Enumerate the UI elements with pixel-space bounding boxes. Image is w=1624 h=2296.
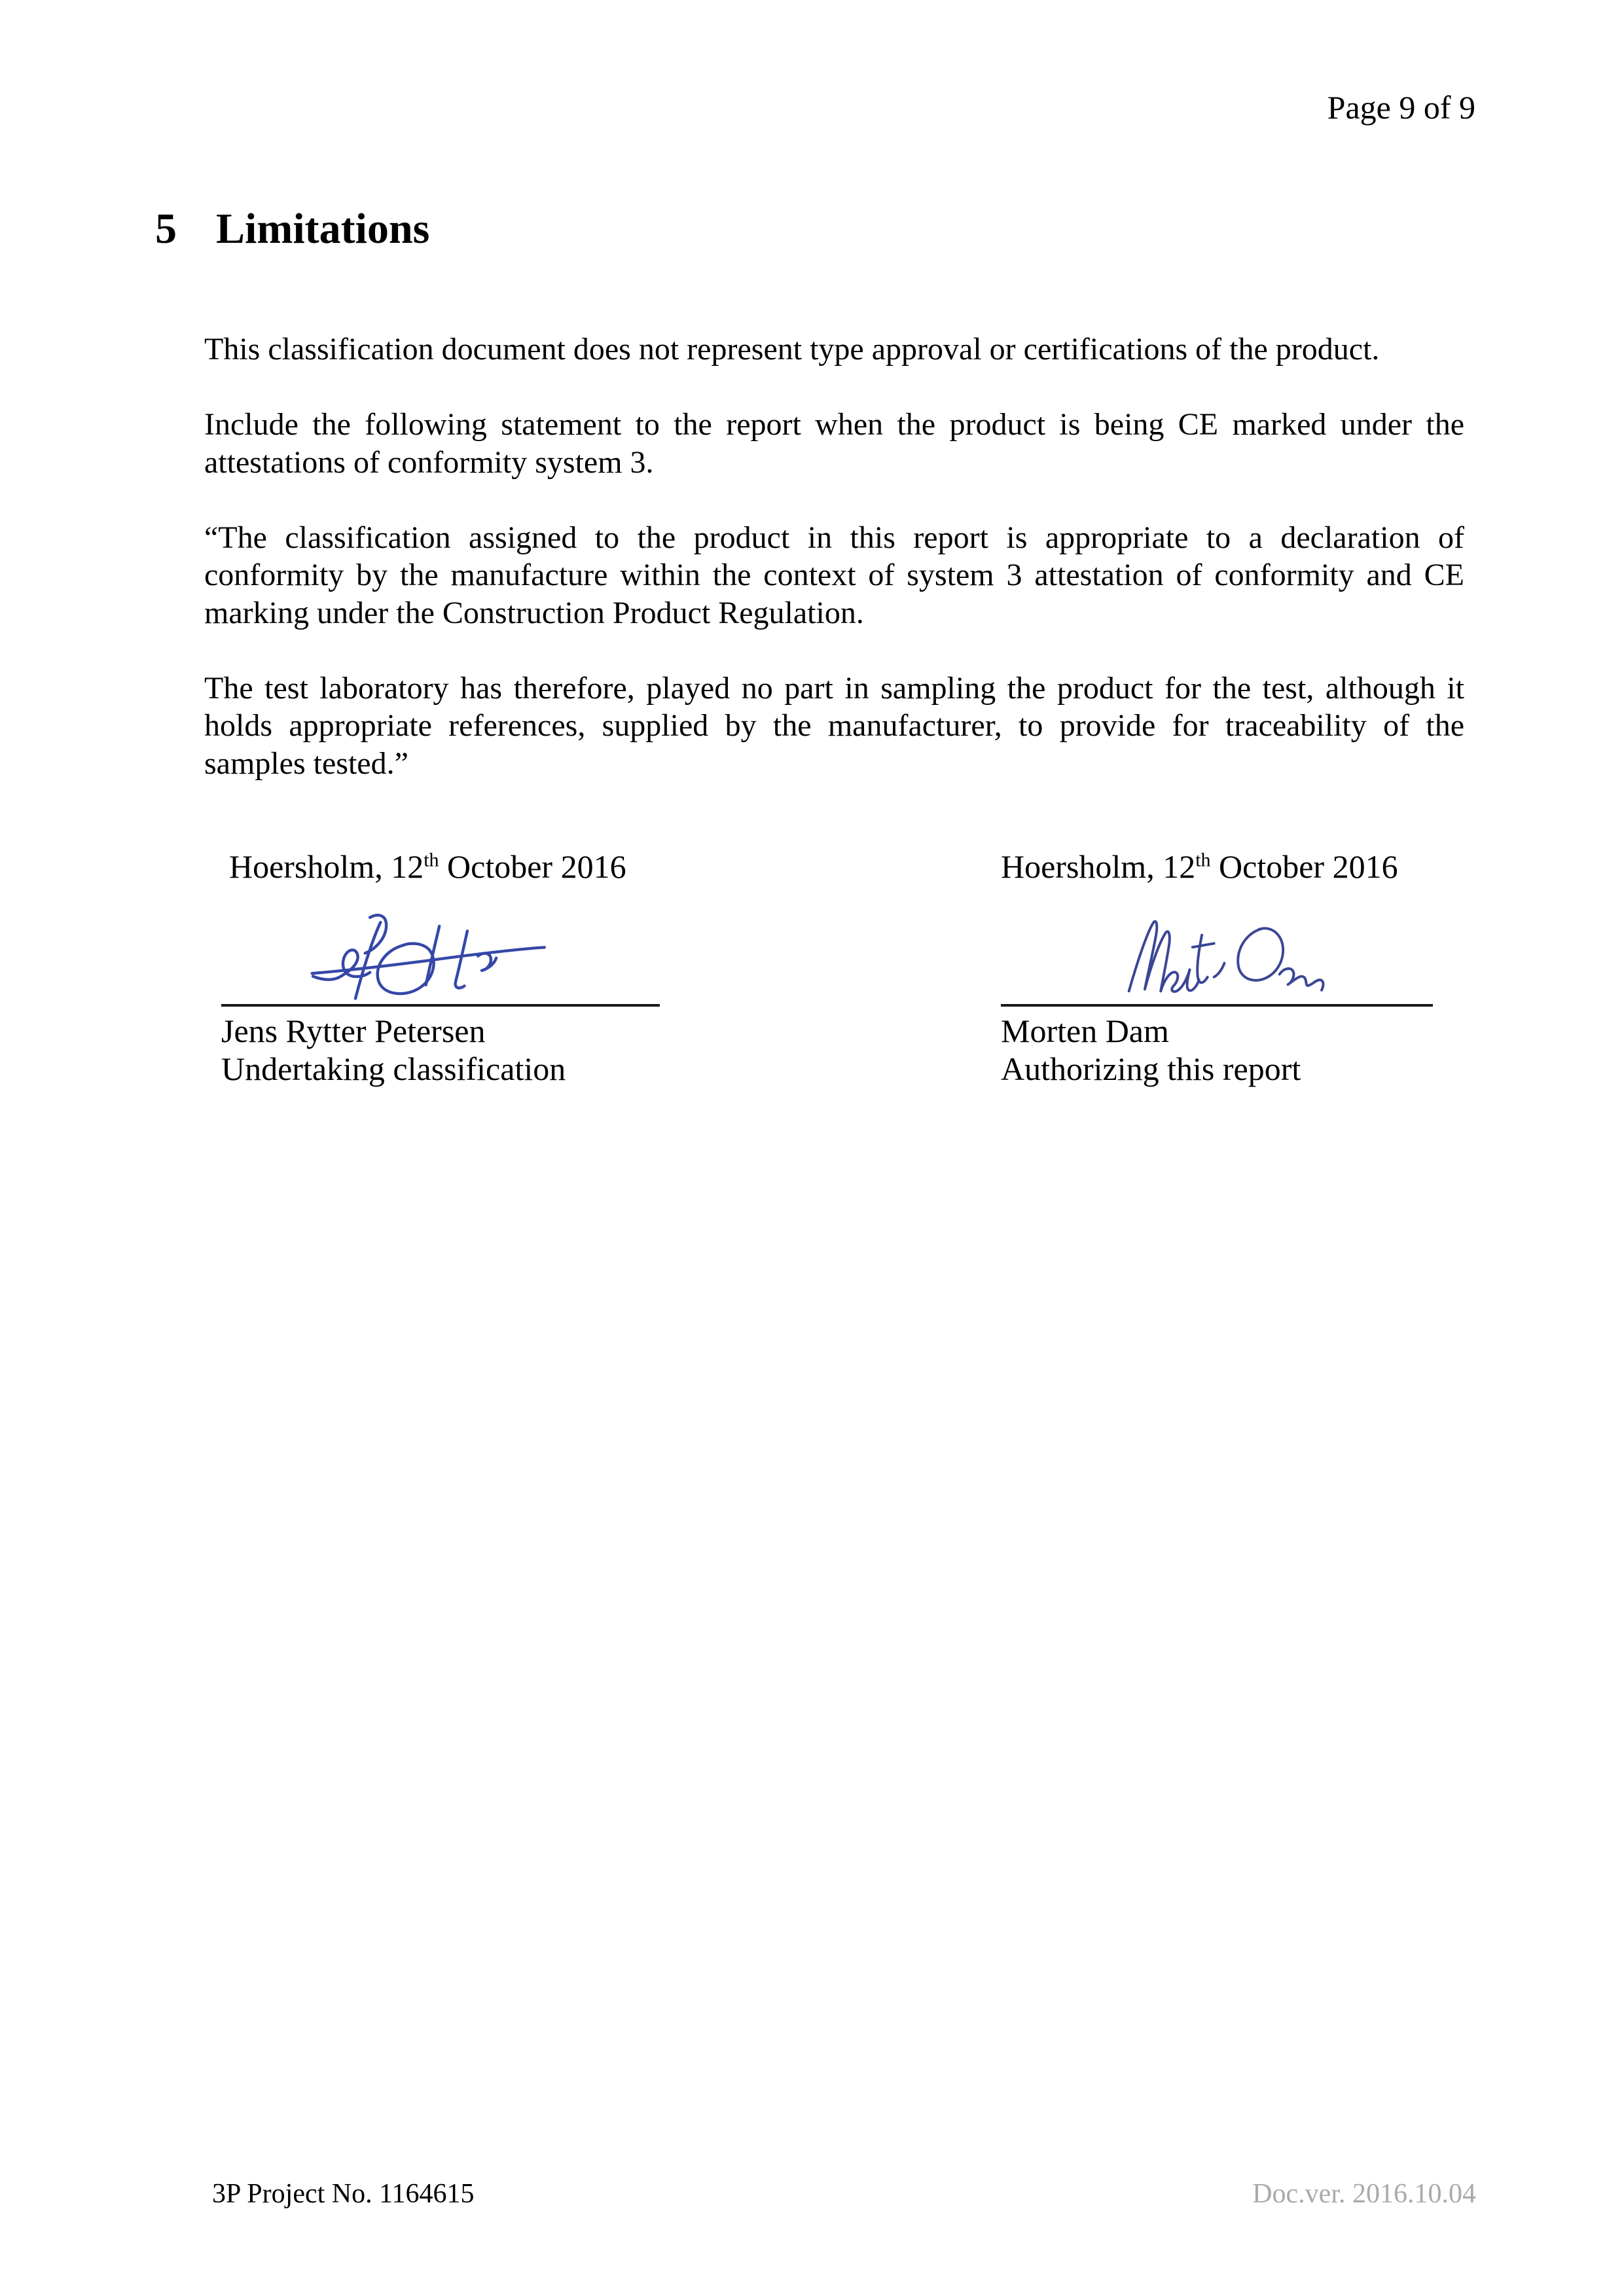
paragraph-line: attestations of conformity system 3. — [204, 444, 654, 480]
doc-version: Doc.ver. 2016.10.04 — [1252, 2179, 1476, 2209]
section-number: 5 — [155, 205, 177, 253]
paragraph-line: samples tested.” — [204, 745, 408, 781]
signature-block-right — [1001, 848, 1433, 1087]
signature-line — [221, 1004, 660, 1007]
signature-line — [1001, 1004, 1433, 1007]
signature-section — [0, 848, 1624, 1155]
signatory-name: Morten Dam — [1001, 1013, 1169, 1049]
signatory-role: Undertaking classification — [221, 1050, 566, 1087]
paragraph-line: marking under the Construction Product Regulation. — [204, 595, 864, 630]
section-heading — [155, 204, 429, 254]
morten-signature-image — [1122, 916, 1338, 998]
section-title: Limitations — [216, 205, 430, 253]
page-number: Page 9 of 9 — [1327, 89, 1475, 126]
body-text — [204, 331, 1464, 820]
jens-signature-image — [308, 910, 550, 1001]
signature-date-right: Hoersholm, 12th October 2016 — [1001, 848, 1398, 885]
signature-date-left: Hoersholm, 12th October 2016 — [229, 848, 626, 885]
paragraph — [204, 519, 1464, 632]
ordinal-suffix: th — [1195, 849, 1211, 871]
paragraph — [204, 331, 1464, 368]
signatory-role: Authorizing this report — [1001, 1050, 1301, 1087]
signatory-name: Jens Rytter Petersen — [221, 1013, 486, 1049]
paragraph-line: holds appropriate references, supplied by the manufacturer, to provide for traceability of the — [204, 708, 1464, 743]
project-number: 3P Project No. 1164615 — [212, 2179, 475, 2209]
paragraph-line: Include the following statement to the report when the product is being CE marked under the — [204, 407, 1464, 442]
paragraph-line: “The classification assigned to the product in this report is appropriate to a declaration of — [204, 520, 1464, 555]
paragraph-line: The test laboratory has therefore, played no part in sampling the product for the test, although it — [204, 670, 1464, 706]
paragraph — [204, 670, 1464, 783]
paragraph-line: conformity by the manufacture within the context of system 3 attestation of conformity and CE — [204, 558, 1464, 592]
ordinal-suffix: th — [424, 849, 439, 871]
paragraph — [204, 406, 1464, 481]
paragraph-line: This classification document does not represent type approval or certifications of the product. — [204, 332, 1380, 367]
signature-block-left — [221, 848, 668, 1087]
